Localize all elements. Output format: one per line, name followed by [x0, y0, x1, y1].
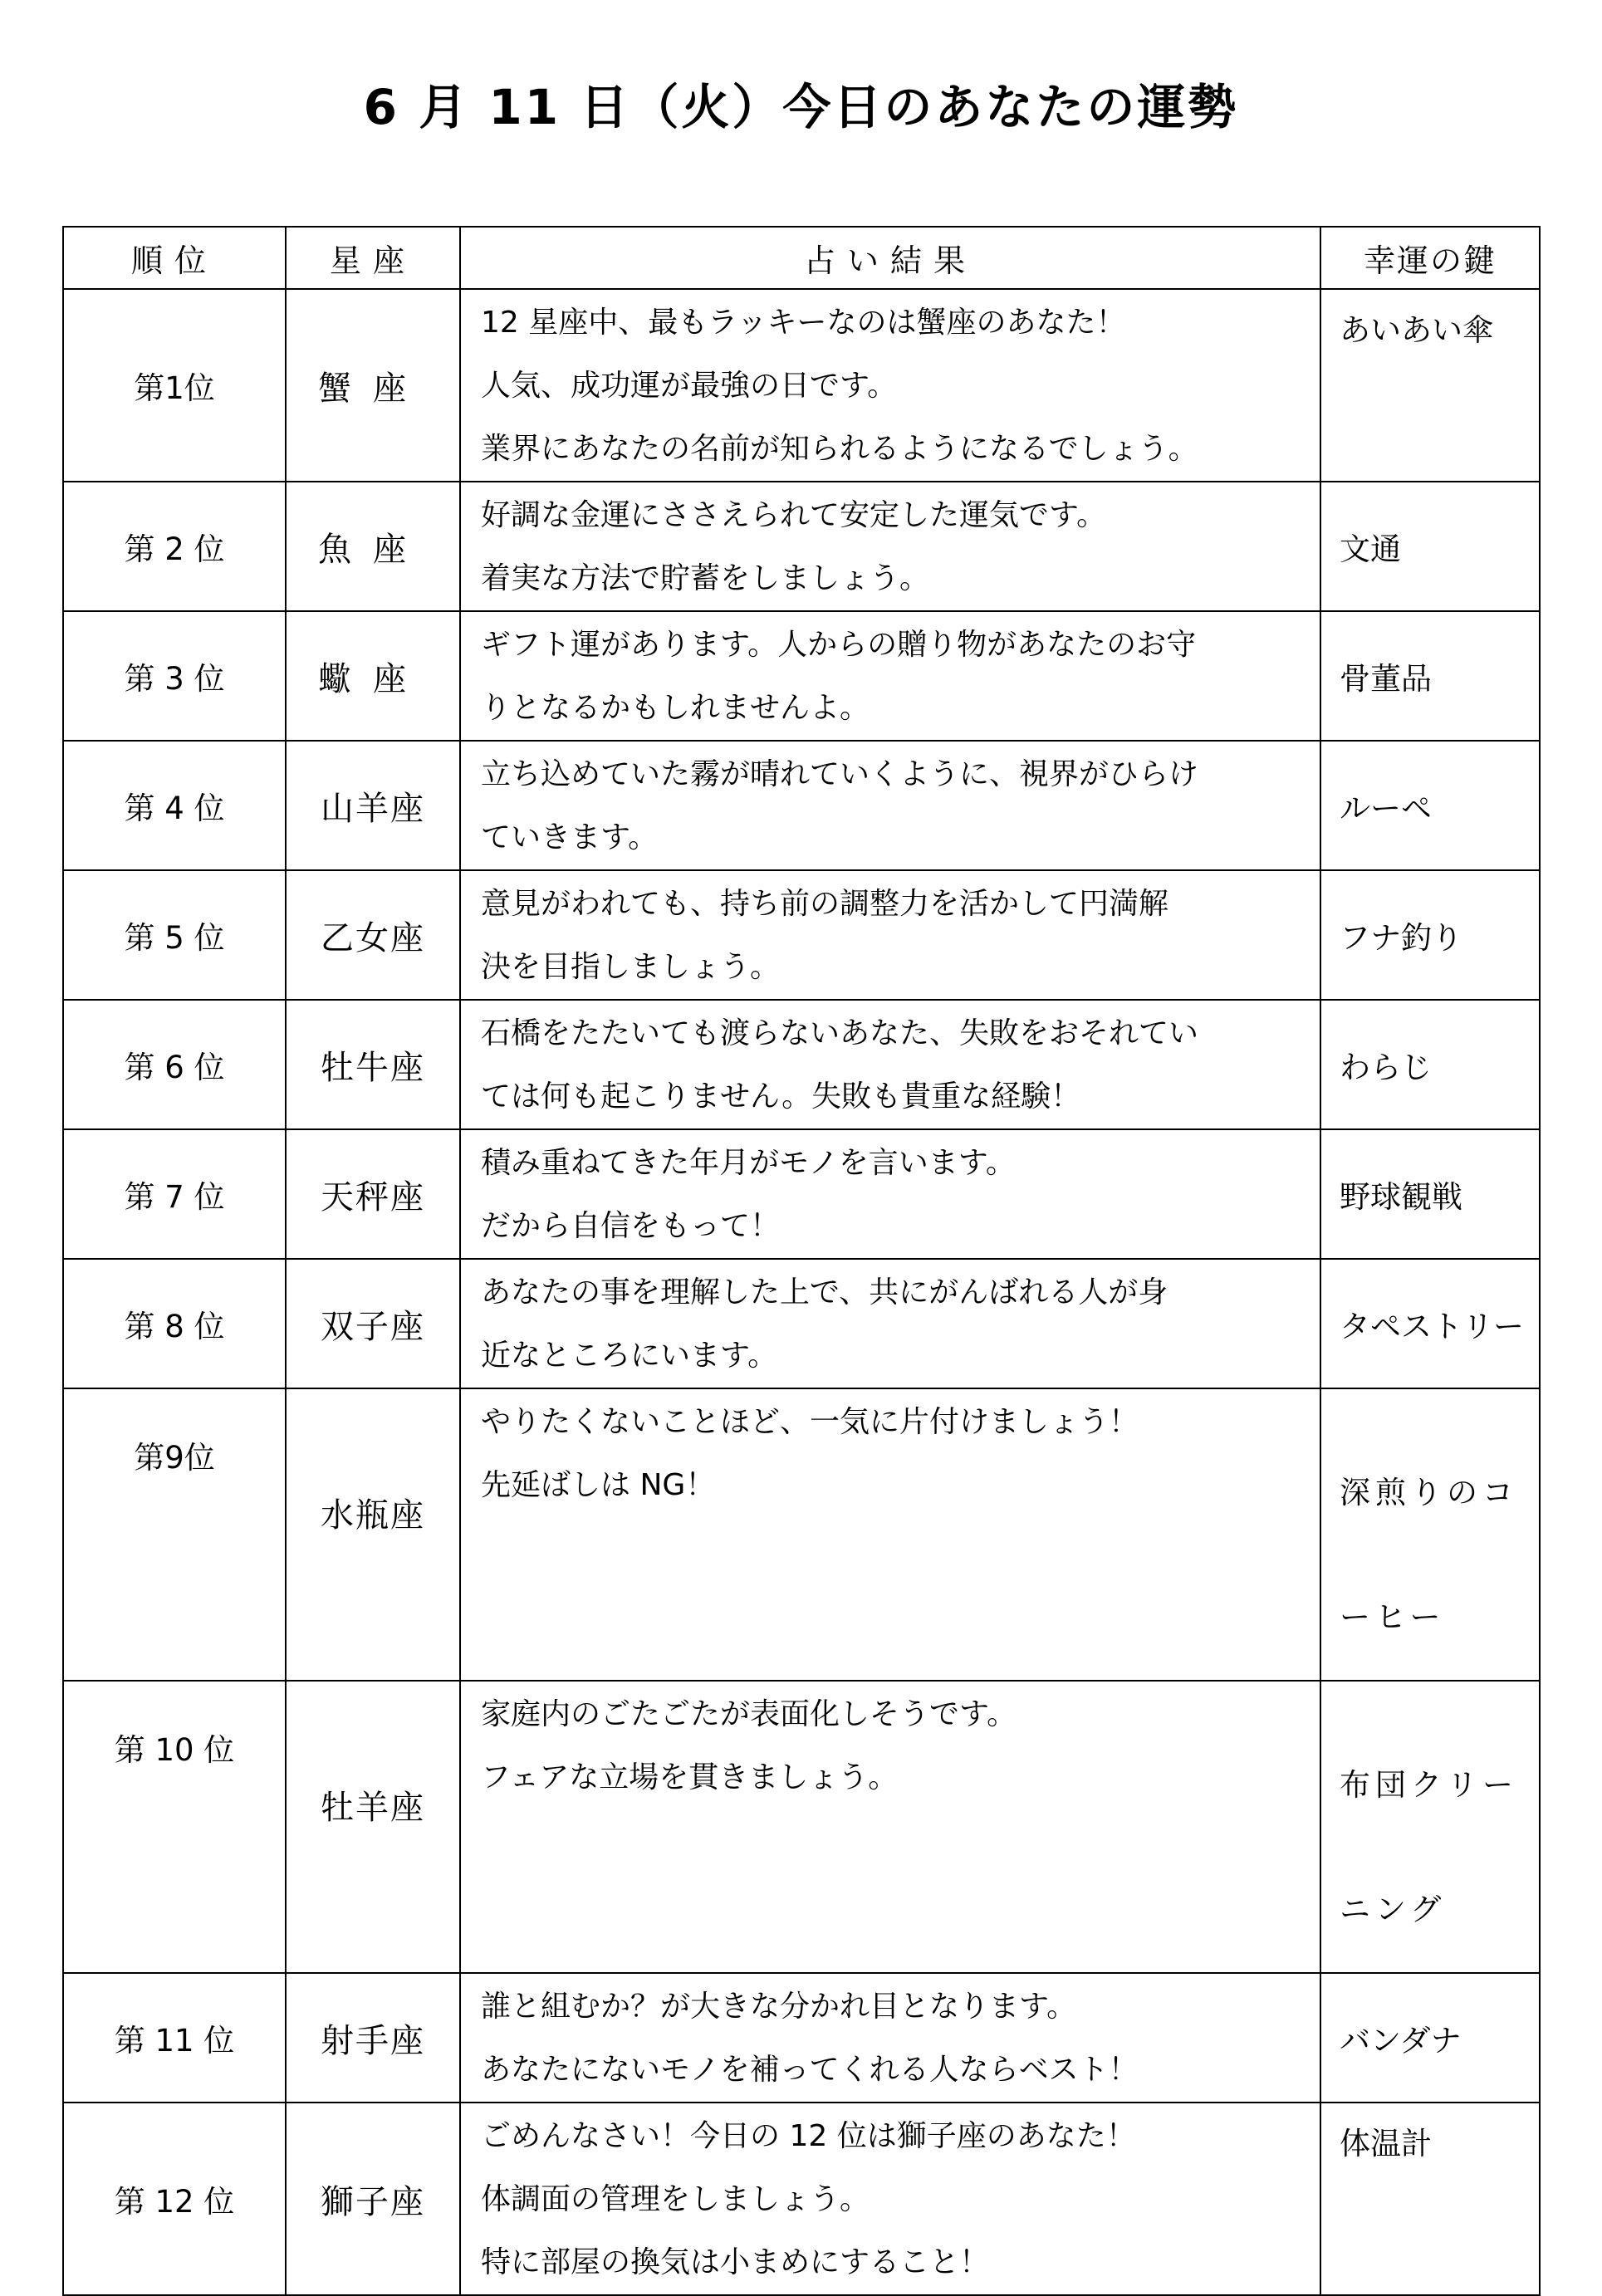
result-cell [460, 611, 1320, 741]
rank-cell: 第1位 [63, 289, 286, 482]
result-line: 石橋をたたいても渡らないあなた、失敗をおそれてい [481, 1016, 1199, 1050]
table-row [63, 1388, 1540, 1681]
sign-cell: 射手座 [286, 1973, 460, 2103]
result-line: やりたくないことほど、一気に片付けましょう！ [481, 1405, 1139, 1439]
result-line: あなたの事を理解した上で、共にがんばれる人が身 [481, 1275, 1168, 1310]
result-line: あなたにないモノを補ってくれる人ならベスト！ [481, 2053, 1139, 2087]
rank-cell: 第 2 位 [63, 482, 286, 611]
page-title: 6 月 11 日（火）今日のあなたの運勢 [363, 79, 1239, 135]
header-key: 幸運の鍵 [1320, 227, 1540, 289]
table-row [63, 1973, 1540, 2103]
key-cell: タペストリー [1320, 1259, 1540, 1388]
sign-cell: 山羊座 [286, 741, 460, 870]
fortune-table [62, 226, 1541, 2296]
result-line: 意見がわれても、持ち前の調整力を活かして円満解 [481, 887, 1169, 921]
key-cell: ルーペ [1320, 741, 1540, 870]
result-line: フェアな立場を貫きましょう。 [481, 1760, 899, 1794]
key-cell: 文通 [1320, 482, 1540, 611]
table-row [63, 2103, 1540, 2295]
result-line: 近なところにいます。 [481, 1339, 778, 1373]
rank-cell: 第 4 位 [63, 741, 286, 870]
result-cell [460, 870, 1320, 1000]
result-line: ギフト運があります。人からの贈り物があなたのお守 [481, 628, 1197, 662]
key-cell [1320, 1681, 1540, 1973]
key-text: 布団クリーニング [1340, 1767, 1518, 1927]
result-cell [460, 741, 1320, 870]
rank-cell: 第 5 位 [63, 870, 286, 1000]
key-cell: 野球観戦 [1320, 1129, 1540, 1259]
key-cell: わらじ [1320, 1000, 1540, 1129]
result-line: 家庭内のごたごたが表面化しそうです。 [481, 1697, 1017, 1731]
header-rank: 順位 [63, 227, 286, 289]
key-text: 深煎りのコーヒー [1340, 1475, 1518, 1635]
result-cell [460, 1259, 1320, 1388]
result-cell [460, 2103, 1320, 2295]
sign-cell: 牡羊座 [286, 1681, 460, 1973]
key-cell [1320, 1388, 1540, 1681]
rank-cell: 第 11 位 [63, 1973, 286, 2103]
key-cell: フナ釣り [1320, 870, 1540, 1000]
result-cell [460, 1973, 1320, 2103]
sign-cell: 獅子座 [286, 2103, 460, 2295]
result-line: 積み重ねてきた年月がモノを言います。 [481, 1146, 1016, 1180]
header-result: 占い結果 [460, 227, 1320, 289]
sign-cell: 天秤座 [286, 1129, 460, 1259]
table-row [63, 870, 1540, 1000]
result-line: ていきます。 [481, 820, 659, 854]
sign-cell: 水瓶座 [286, 1388, 460, 1681]
header-row [63, 227, 1540, 289]
result-line: 12 星座中、最もラッキーなのは蟹座のあなた！ [481, 306, 1126, 340]
sign-cell: 乙女座 [286, 870, 460, 1000]
result-line: ごめんなさい！今日の 12 位は獅子座のあなた！ [481, 2119, 1136, 2153]
result-cell [460, 289, 1320, 482]
result-line: 立ち込めていた霧が晴れていくように、視界がひらけ [481, 757, 1199, 791]
result-line: 先延ばしは NG！ [481, 1468, 716, 1502]
key-cell: あいあい傘 [1320, 289, 1540, 482]
result-line: ては何も起こりません。失敗も貴重な経験！ [481, 1079, 1081, 1114]
header-sign: 星座 [286, 227, 460, 289]
sign-cell: 魚座 [286, 482, 460, 611]
result-line: 決を目指しましょう。 [481, 950, 781, 984]
result-line: 特に部屋の換気は小まめにすること！ [481, 2245, 990, 2279]
result-line: 人気、成功運が最強の日です。 [481, 369, 898, 403]
key-cell: バンダナ [1320, 1973, 1540, 2103]
table-row [63, 1000, 1540, 1129]
rank-cell: 第 12 位 [63, 2103, 286, 2295]
result-line: 業界にあなたの名前が知られるようになるでしょう。 [481, 432, 1198, 466]
table-row [63, 611, 1540, 741]
table-row [63, 741, 1540, 870]
table-row [63, 289, 1540, 482]
rank-cell: 第 6 位 [63, 1000, 286, 1129]
result-cell [460, 1388, 1320, 1681]
sign-cell: 双子座 [286, 1259, 460, 1388]
result-line: 好調な金運にささえられて安定した運気です。 [481, 498, 1107, 532]
result-line: だから自信をもって！ [481, 1209, 781, 1243]
table-row [63, 1681, 1540, 1973]
result-line: 体調面の管理をしましょう。 [481, 2182, 870, 2216]
rank-cell: 第 7 位 [63, 1129, 286, 1259]
sign-cell: 牡牛座 [286, 1000, 460, 1129]
table-row [63, 1259, 1540, 1388]
table-row [63, 482, 1540, 611]
sign-cell: 蟹座 [286, 289, 460, 482]
result-cell [460, 482, 1320, 611]
result-line: りとなるかもしれませんよ。 [481, 691, 870, 725]
result-line: 誰と組むか？が大きな分かれ目となります。 [481, 1990, 1077, 2024]
rank-cell: 第9位 [63, 1388, 286, 1681]
table-row [63, 1129, 1540, 1259]
key-cell: 体温計 [1320, 2103, 1540, 2295]
result-cell [460, 1681, 1320, 1973]
result-cell [460, 1000, 1320, 1129]
rank-cell: 第 8 位 [63, 1259, 286, 1388]
key-cell: 骨董品 [1320, 611, 1540, 741]
result-cell [460, 1129, 1320, 1259]
sign-cell: 蠍座 [286, 611, 460, 741]
rank-cell: 第 3 位 [63, 611, 286, 741]
result-line: 着実な方法で貯蓄をしましょう。 [481, 561, 930, 595]
rank-cell: 第 10 位 [63, 1681, 286, 1973]
